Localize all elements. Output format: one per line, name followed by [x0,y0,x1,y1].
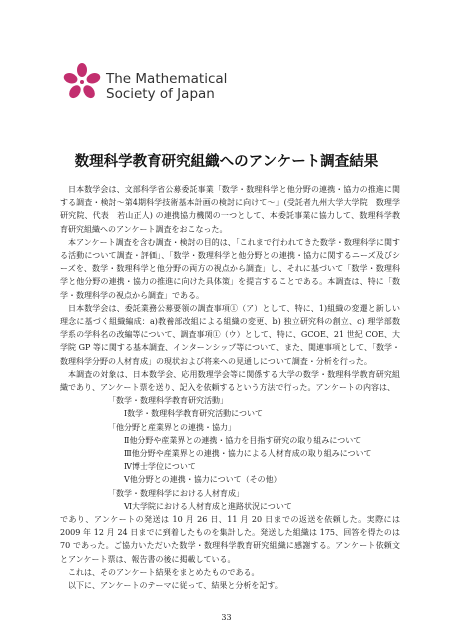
list-item: 「数学・数理科学教育研究活動」 [108,396,228,406]
paragraph-method: 本調査の対象は、日本数学会、応用数理学会等に関係する大学の数学・数理科学教育研究組織であり、アンケート票を送り、記入を依頼するという方法で行った。アンケートの内容は、 [60,369,400,393]
list-item: Ⅵ大学院における人材育成と進路状況について [124,501,292,511]
society-name-line1: The Mathematical [106,71,228,87]
list-item: 「他分野と産業界との連携・協力」 [108,422,236,432]
paragraph-outline: 以下に、アンケートのテーマに従って、結果と分析を記す。 [68,581,283,591]
society-name [106,72,227,102]
survey-contents-list [60,394,400,513]
list-item: 「数学・数理科学における人材育成」 [108,488,244,498]
society-name-line2: Society of Japan [106,86,215,102]
list-item: Ⅱ他分野や産業界との連携・協力を目指す研究の取り組みについて [124,435,362,445]
paragraph-summary: これは、そのアンケート結果をまとめたものである。 [68,567,260,577]
list-item: Ⅳ博士学位について [124,462,196,472]
list-item: Ⅲ他分野や産業界との連携・協力による人材育成の取り組みについて [124,449,372,459]
society-logo [62,62,272,128]
paragraph-intro: 日本数学会は、文部科学省公募委託事業「数学・数理科学と他分野の連携・協力の推進に関する調査・検討～第4期科学技術基本計画の検討に向けて～」(受託者九州大学大学院 数理学研究院、代表 若山正人) の連携協力機関の一つとして、本委託事業に協力して、数理科学教育研究組織へのアンケート調査をおこなった。 [60,185,400,234]
paragraph-schedule: であり、アンケートの発送は 10 月 26 日、11 月 20 日までの返送を依頼した。実際には 2009 年 12 月 24 日までに到着したものを集計した。発送した組織は 175、回答を得たのは 70 であった。ご協力いただいた数学・数理科学教育研究組織に感謝する。アンケート依頼文とアンケート票は、報告書の後に掲載している。 [60,515,400,564]
list-item: Ⅴ他分野との連携・協力について（その他） [124,475,282,485]
list-item: Ⅰ数学・数理科学教育研究活動について [124,409,263,419]
paragraph-scope: 日本数学会は、委託業務公募要領の調査事項①（ア）として、特に、1)組織の変遷と新しい理念に基づく組織編成：a)教養部改組による組織の変更、b) 独立研究科の創立、c) 理学部数学系の学科名の改編等について、調査事項①（ウ）として、特に、GCOE、21 世紀 COE、大学院 GP 等に関する基本調査、インターンシップ等について、また、関連事項として、「数学・数理科学分野の人材育成」の現状および将来への見通しについて調査・分析を行った。 [60,303,400,366]
page-title: 数理科学教育研究組織へのアンケート調査結果 [74,154,379,170]
flower-logo-icon [62,62,102,102]
page-number: 33 [221,613,232,622]
document-body [60,183,400,592]
paragraph-purpose: 本アンケート調査を含む調査・検討の目的は、「これまで行われてきた数学・数理科学に関する活動について調査・評価」、「数学・数理科学と他分野との連携・協力に関するニーズ及びシーズを、数学・数理科学と他分野の両方の視点から調査」し、それに基づいて「数学・数理科学と他分野の連携・協力の推進に向けた具体策」を提言することである。本調査は、特に「数学・数理科学の視点から調査」である。 [60,237,400,300]
